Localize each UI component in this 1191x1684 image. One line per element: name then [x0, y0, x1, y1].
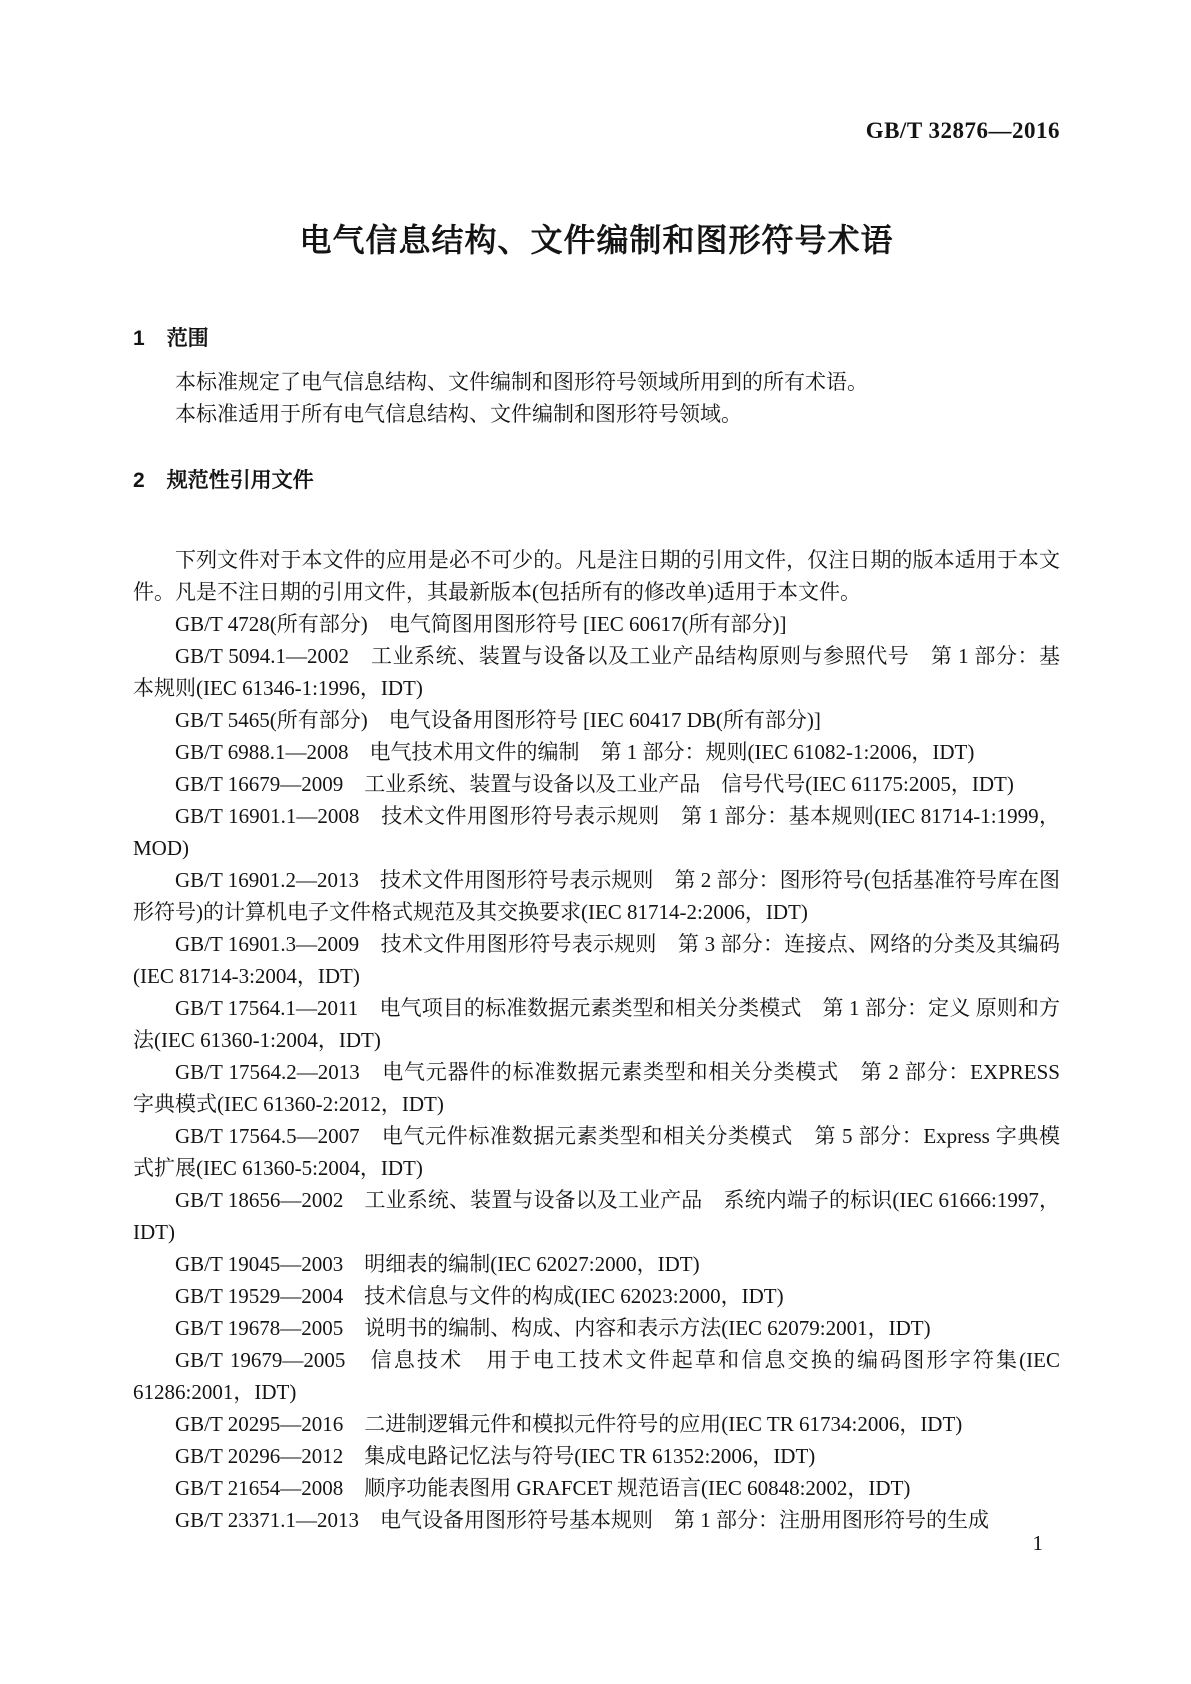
document-title: 电气信息结构、文件编制和图形符号术语: [299, 222, 894, 258]
normative-references-list: [133, 608, 1060, 1536]
reference-item: GB/T 19045—2003 明细表的编制(IEC 62027:2000，IDT): [175, 1252, 700, 1276]
reference-item: GB/T 16679—2009 工业系统、装置与设备以及工业产品 信号代号(IEC 61175:2005，IDT): [175, 772, 1014, 796]
scope-paragraph: 本标准规定了电气信息结构、文件编制和图形符号领域所用到的所有术语。: [175, 370, 868, 394]
section-1-body: [133, 366, 1060, 430]
reference-item: GB/T 23371.1—2013 电气设备用图形符号基本规则 第 1 部分：注册用图形符号的生成: [175, 1508, 989, 1532]
section-2-intro: [133, 544, 1060, 608]
scope-paragraph: 本标准适用于所有电气信息结构、文件编制和图形符号领域。: [175, 402, 742, 426]
page-number: 1: [1032, 1531, 1043, 1555]
normative-references-intro: 下列文件对于本文件的应用是必不可少的。凡是注日期的引用文件，仅注日期的版本适用于本文件。凡是不注日期的引用文件，其最新版本(包括所有的修改单)适用于本文件。: [133, 548, 1060, 604]
reference-item: GB/T 17564.5—2007 电气元件标准数据元素类型和相关分类模式 第 5 部分：Express 字典模式扩展(IEC 61360-5:2004，IDT): [133, 1124, 1060, 1180]
reference-item: GB/T 6988.1—2008 电气技术用文件的编制 第 1 部分：规则(IEC 61082-1:2006，IDT): [175, 740, 975, 764]
section-2-heading: [133, 468, 1060, 494]
section-1-number: 1: [133, 327, 145, 350]
reference-item: GB/T 17564.2—2013 电气元器件的标准数据元素类型和相关分类模式 第 2 部分：EXPRESS 字典模式(IEC 61360-2:2012，IDT): [133, 1060, 1060, 1116]
reference-item: GB/T 5094.1—2002 工业系统、装置与设备以及工业产品结构原则与参照代号 第 1 部分：基本规则(IEC 61346-1:1996，IDT): [133, 644, 1060, 700]
section-2-heading-text: 规范性引用文件: [166, 469, 314, 492]
reference-item: GB/T 17564.1—2011 电气项目的标准数据元素类型和相关分类模式 第 1 部分：定义 原则和方法(IEC 61360-1:2004，IDT): [133, 996, 1060, 1052]
reference-item: GB/T 20295—2016 二进制逻辑元件和模拟元件符号的应用(IEC TR 61734:2006，IDT): [175, 1412, 963, 1436]
reference-item: GB/T 19678—2005 说明书的编制、构成、内容和表示方法(IEC 62079:2001，IDT): [175, 1316, 931, 1340]
reference-item: GB/T 16901.1—2008 技术文件用图形符号表示规则 第 1 部分：基本规则(IEC 81714-1:1999，MOD): [133, 804, 1060, 860]
reference-item: GB/T 18656—2002 工业系统、装置与设备以及工业产品 系统内端子的标识(IEC 61666:1997，IDT): [133, 1188, 1060, 1244]
standard-code-header: GB/T 32876—2016: [865, 118, 1060, 143]
reference-item: GB/T 16901.3—2009 技术文件用图形符号表示规则 第 3 部分：连接点、网络的分类及其编码(IEC 81714-3:2004，IDT): [133, 932, 1060, 988]
reference-item: GB/T 21654—2008 顺序功能表图用 GRAFCET 规范语言(IEC 60848:2002，IDT): [175, 1476, 911, 1500]
reference-item: GB/T 16901.2—2013 技术文件用图形符号表示规则 第 2 部分：图形符号(包括基准符号库在图形符号)的计算机电子文件格式规范及其交换要求(IEC 81714-2:2006，IDT): [133, 868, 1060, 924]
reference-item: GB/T 20296—2012 集成电路记忆法与符号(IEC TR 61352:2006，IDT): [175, 1444, 816, 1468]
reference-item: GB/T 5465(所有部分) 电气设备用图形符号 [IEC 60417 DB(所有部分)]: [175, 708, 821, 732]
reference-item: GB/T 19529—2004 技术信息与文件的构成(IEC 62023:2000，IDT): [175, 1284, 784, 1308]
reference-item: GB/T 19679—2005 信息技术 用于电工技术文件起草和信息交换的编码图形字符集(IEC 61286:2001，IDT): [133, 1348, 1060, 1404]
section-1-heading-text: 范围: [166, 327, 209, 350]
reference-item: GB/T 4728(所有部分) 电气简图用图形符号 [IEC 60617(所有部分)]: [175, 612, 787, 636]
section-1-heading: [133, 326, 1060, 352]
page-content: [133, 0, 1060, 1536]
section-2-number: 2: [133, 469, 145, 492]
